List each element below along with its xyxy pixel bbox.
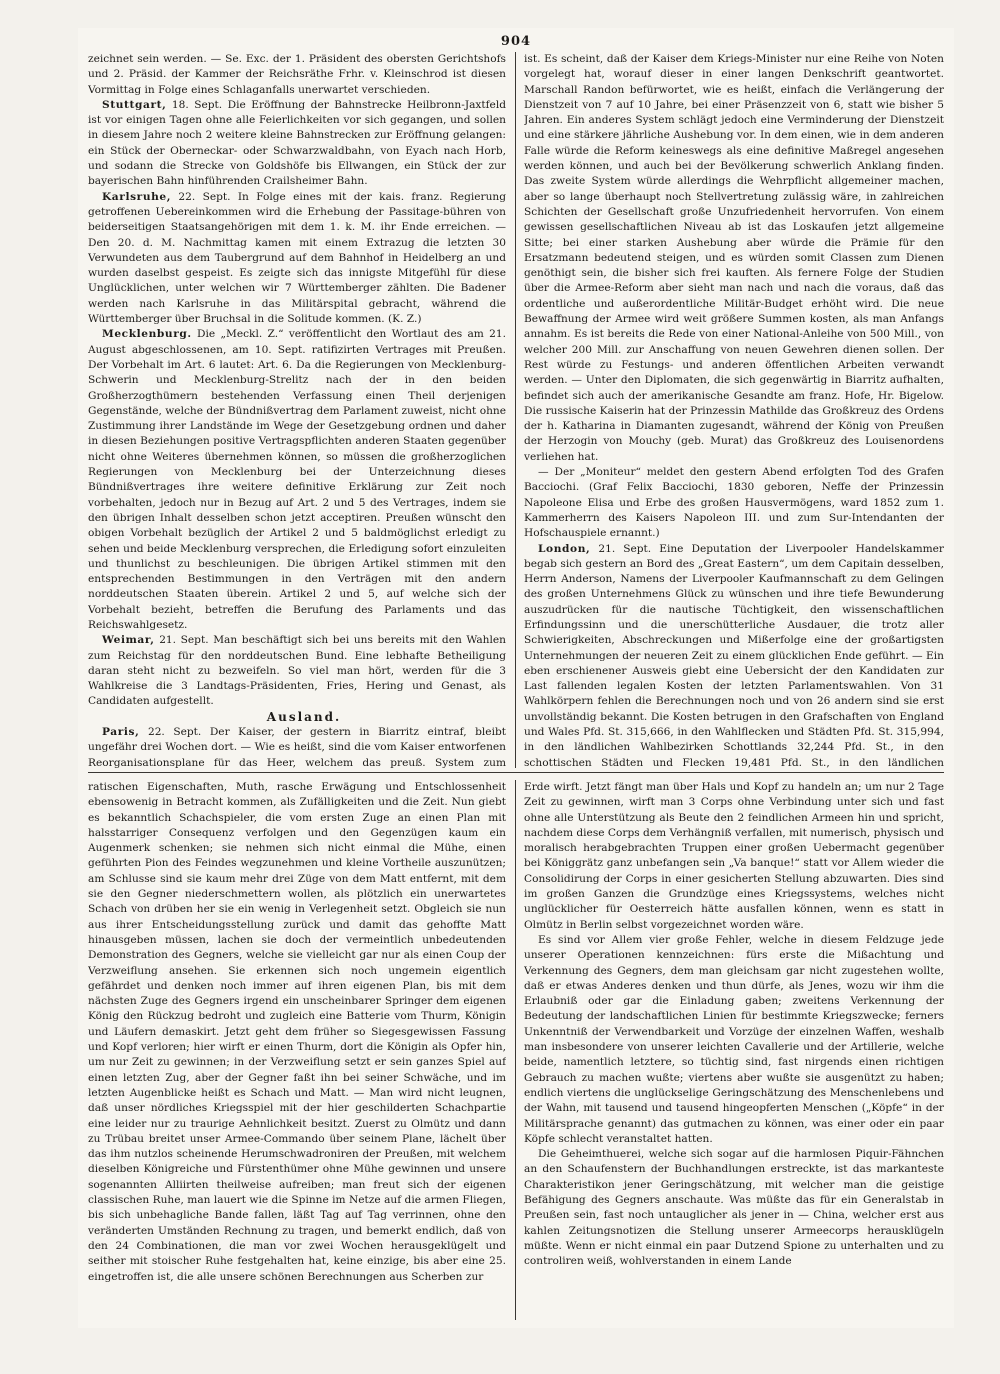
dateline-stuttgart: Stuttgart, (102, 98, 167, 111)
article-paris-continuation: ist. Es scheint, daß der Kaiser dem Kriegs-Minister nur eine Reihe von Noten vorgelegt hat, worauf dieser in einer langen Denkschrift geantwortet. Marschall Randon befürwortet, wie es heißt, einfach die Verlängerung der Dienstzeit von 7 auf 10 Jahre, bei einer Präsenzzeit von 6, statt wie bisher 5 Jahren. Ein anderes System schlägt jedoch eine Verminderung der Dienstzeit und eine stärkere jährliche Aushebung vor. In dem einen, wie in dem anderen Falle würde die Reform keineswegs als eine definitive Maßregel angesehen werden können, und auch bei der Bevölkerung schwerlich Anklang finden. Das zweite System würde allerdings die Wehrpflicht allgemeiner machen, aber so lange überhaupt noch Stellvertretung zulässig wäre, in zahlreichen Schichten der Gesellschaft große Unzufriedenheit hervorrufen. Von einem gewissen gesellschaftlichen Niveau ab ist das Loskaufen jetzt allgemeine Sitte; bei einer starken Aushebung aber würde die Prämie für den Ersatzmann bedeutend steigen, und es würden somit Classen zum Dienen genöthigt sein, die bisher sich frei kauften. Als fernere Folge der Studien über die Armee-Reform aber sieht man nach und nach die voraus, daß das ordentliche und außerordentliche Militär-Budget erhöht wird. Die neue Bewaffnung der Armee wird weit größere Summen kosten, als man Anfangs annahm. Es ist bereits die Rede von einer National-Anleihe von 500 Mill., von welcher 200 Mill. zur Anschaffung von neuen Gewehren dienen sollen. Der Rest würde zu Festungs- und anderen öffentlichen Arbeiten verwandt werden. — Unter den Diplomaten, die sich gegenwärtig in Biarritz aufhalten, befindet sich auch der amerikanische Gesandte am franz. Hofe, Hr. Bigelow. Die russische Kaiserin hat der Prinzessin Mathilde das Großkreuz des Ordens der h. Katharina in Diamanten zugesandt, während der König von Preußen der Herzogin von Mouchy (geb. Murat) das Großkreuz des Louisenordens verliehen hat. (524, 53, 944, 463)
column-bottom-left (88, 780, 506, 1320)
feuilleton-paragraph-1: Erde wirft. Jetzt fängt man über Hals und Kopf zu handeln an; um nur 2 Tage Zeit zu gewinnen, wirft man 3 Corps ohne Verbindung unter sich und fast ohne alle Unterstützung als Beute den 2 feindlichen Armeen hin und spricht, nachdem diese Corps dem Verhängniß verfallen, mit numerisch, physisch und moralisch herabgebrachten Truppen einer großen Uebermacht gegenüber bei Königgrätz ganz unbefangen sein „Va banque!“ statt vor Allem wieder die Consolidirung der Corps in einer gesicherten Stellung abzuwarten. Dies sind im großen Ganzen die Grundzüge eines Kriegssystems, welches nicht unglücklicher für Oesterreich hätte ausfallen können, wenn es statt in Olmütz in Berlin selbst vorgezeichnet worden wäre. (524, 781, 944, 931)
column-bottom-right (524, 780, 944, 1320)
section-heading-ausland: Ausland. (266, 709, 342, 724)
dateline-london: London, (538, 542, 591, 555)
article-moniteur: — Der „Moniteur“ meldet den gestern Abend erfolgten Tod des Grafen Bacciochi. (Graf Felix Bacciochi, 1830 geboren, Neffe der Prinzessin Napoleone Elisa und Erbe des großen Hausvermögens, ward 1852 zum 1. Kammerherrn des Kaisers Napoleon III. und zum Sur-Intendanten der Hofschauspiele ernannt.) (524, 466, 944, 540)
dateline-karlsruhe: Karlsruhe, (102, 190, 172, 203)
article-stuttgart (88, 98, 506, 190)
feuilleton-paragraph-3: Die Geheimthuerei, welche sich sogar auf die harmlosen Piquir-Fähnchen an den Schaufenstern der Buchhandlungen erstreckte, ist das markanteste Charakteristikon jener Geringschätzung, mit welcher man die geistige Befähigung des Gegners anschaute. Was müßte das für ein Generalstab in Preußen sein, fast noch untauglicher als jener in — China, welcher erst aus kahlen Zeitungsnotizen die Stellung unserer Armeecorps herausklügeln müßte. Wenn er nicht einmal ein paar Dutzend Spione zu unterhalten und zu controliren weiß, wohlverstanden in einem Lande (524, 1148, 944, 1268)
article-stuttgart-text: 18. Sept. Die Eröffnung der Bahnstrecke Heilbronn-Jaxtfeld ist vor einigen Tagen ohne alle Feierlichkeiten vor sich gegangen, und sollen in diesem Jahre noch 2 weitere kleine Bahnstrecken zur Eröffnung gelangen: ein Stück der Oberneckar- oder Schwarzwaldbahn, von Eyach nach Horb, und sodann die Strecke von Goldshöfe bis Ellwangen, ein Stück der zur bayerischen Bahn hinführenden Crailsheimer Bahn. (88, 98, 506, 188)
article-paris (88, 725, 506, 768)
article-munich-continuation: zeichnet sein werden. — Se. Exc. der 1. Präsident des obersten Gerichtshofs und 2. Präsid. der Kammer der Reichsräthe Frhr. v. Kleinschrod ist diesen Vormittag in Folge eines Schlaganfalls unerwartet verschieden. (88, 53, 506, 96)
dateline-weimar: Weimar, (102, 634, 155, 647)
page-number: 904 (500, 34, 532, 49)
article-karlsruhe-text: 22. Sept. In Folge eines mit der kais. franz. Regierung getroffenen Uebereinkommen wird die Erhebung der Passitage-bühren von beiderseitigen Staatsangehörigen mit dem 1. k. M. ihr Ende erreichen. — Den 20. d. M. Nachmittag kamen mit einem Extrazug die letzten 30 Verwundeten aus dem Taubergrund auf dem Bahnhof in Heidelberg an und wurden daselbst gespeist. Es zeigte sich das innigste Mitgefühl für diese Unglücklichen, unter welchen wir 7 Württemberger zählten. Die Badener werden nach Karlsruhe in das Militärspital gebracht, während die Württemberger über Bruchsal in die Solitude kommen. (K. Z.) (88, 190, 506, 326)
feuilleton-divider (88, 772, 944, 773)
article-london-text: 21. Sept. Eine Deputation der Liverpooler Handelskammer begab sich gestern an Bord des „Great Eastern“, um dem Capitain desselben, Herrn Anderson, Namens der Liverpooler Kaufmannschaft zu dem Gelingen des großen Unternehmens Glück zu wünschen und ihre tiefe Bewunderung auszudrücken für die nautische Tüchtigkeit, den wissenschaftlichen Erfindungssinn und die unerschütterliche Ausdauer, die trotz aller Schwierigkeiten, Abschreckungen und Mißerfolge eine der großartigsten Unternehmungen der neueren Zeit zu einem glücklichen Ende geführt. — Ein eben erschienener Ausweis giebt eine Uebersicht der den Kandidaten zur Last fallenden legalen Kosten der letzten Parlamentswahlen. Von 31 Wahlkörpern fehlen die Berechnungen noch und von 26 andern sind sie erst unvollständig bekannt. Die Kosten betrugen in den Grafschaften von England und Wales Pfd. St. 315,666, in den Wahlflecken und Städten Pfd. St. 315,994, in den ländlichen Wahlbezirken Schottlands 32,244 Pfd. St., in den schottischen Städten und Flecken 19,481 Pfd. St., in den ländlichen (524, 542, 944, 768)
article-karlsruhe (88, 190, 506, 328)
article-paris-text: 22. Sept. Der Kaiser, der gestern in Biarritz eintraf, bleibt ungefähr drei Wochen dort. — Wie es heißt, sind die vom Kaiser entworfenen Reorganisationsplane für das Heer, welchem das preuß. System zum (88, 726, 506, 768)
article-weimar-text: 21. Sept. Man beschäftigt sich bei uns bereits mit den Wahlen zum Reichstag für den norddeutschen Bund. Eine lebhafte Betheiligung daran steht nicht zu bezweifeln. So viel man hört, werden für die 3 Wahlkreise die 3 Landtags-Präsidenten, Fries, Hering und Genast, als Candidaten aufgestellt. (88, 634, 506, 708)
article-weimar (88, 633, 506, 709)
column-divider-top (515, 52, 516, 768)
article-london (524, 542, 944, 769)
column-divider-bottom (515, 780, 516, 1320)
article-mecklenburg (88, 327, 506, 633)
dateline-paris: Paris, (102, 726, 140, 739)
dateline-mecklenburg: Mecklenburg. (102, 328, 192, 341)
article-mecklenburg-text: Die „Meckl. Z.“ veröffentlicht den Wortlaut des am 21. August abgeschlossenen, am 10. Sept. ratifizirten Vertrages mit Preußen. Der Vorbehalt im Art. 6 lautet: Art. 6. Da die Regierungen von Mecklenburg-Schwerin und Mecklenburg-Strelitz nach der in den beiden Großherzogthümern bestehenden Verfassung einen Theil derjenigen Gegenstände, welche der Bündnißvertrag dem Parlament zuweist, nicht ohne Zustimmung ihrer Landstände im Wege der Gesetzgebung ordnen und daher in diesen Beziehungen positive Vertragspflichten anderen Staaten gegenüber nicht ohne Weiteres übernehmen können, so müssen die großherzoglichen Regierungen von Mecklenburg bei der Unterzeichnung dieses Bündnißvertrages ihre weitere definitive Erklärung zur Zeit noch vorbehalten, jedoch nur in Bezug auf Art. 2 und 5 des Vertrages, indem sie den übrigen Inhalt desselben schon jetzt acceptiren. Preußen wünscht den obigen Vorbehalt bezüglich der Artikel 2 und 5 baldmöglichst erledigt zu sehen und beide Mecklenburg versprechen, die Erledigung sofort einzuleiten und thunlichst zu beschleunigen. Die übrigen Artikel stimmen mit den entsprechenden Bestimmungen in den Verträgen mit den andern norddeutschen Staaten überein. Artikel 2 und 5, auf welche sich der Vorbehalt bezieht, betreffen die Berufung des Parlaments und das Reichswahlgesetz. (88, 328, 506, 631)
newspaper-page (78, 28, 954, 1328)
feuilleton-paragraph-2: Es sind vor Allem vier große Fehler, welche in diesem Feldzuge jede unserer Operationen kennzeichnen: fürs erste die Mißachtung und Verkennung des Gegners, dem man gleichsam gar nicht zugestehen wollte, daß er etwas Anderes denken und thun dürfe, als Jenes, wozu wir ihm die Erlaubniß oder gar die Einladung gaben; zweitens Verkennung der Bedeutung der landschaftlichen Linien für bestimmte Kriegszwecke; ferners Unkenntniß der Verwendbarkeit und Vorzüge der einzelnen Waffen, weshalb man insbesondere von unserer leichten Cavallerie und der Artillerie, welche beide, namentlich letztere, so tüchtig sind, fast nirgends einen richtigen Gebrauch zu machen wußte; viertens aber wußte sie ausgenützt zu haben; endlich viertens die unglückselige Geringschätzung des Menschenlebens und der Wahn, mit tausend und tausend hingeopferten Menschen („Köpfe“ in der Militärsprache genannt) das gutmachen zu können, was einer oder ein paar Köpfe schlecht veranstaltet hatten. (524, 933, 944, 1145)
column-top-left (88, 52, 506, 768)
column-top-right (524, 52, 944, 768)
feuilleton-text-left: ratischen Eigenschaften, Muth, rasche Erwägung und Entschlossenheit ebensowenig in Betracht kommen, als Zufälligkeiten und die Zeit. Nun giebt es bekanntlich Schachspieler, die vom ersten Zuge an einen Plan mit halsstarriger Consequenz verfolgen und den Gegenzügen kaum ein Augenmerk schenken; sie nehmen sich nicht einmal die Mühe, einen geführten Pion des Feindes wegzunehmen und kleine Vortheile auszunützen; am Schlusse sind sie kaum mehr drei Züge von dem Matt entfernt, mit dem sie den Gegner niederschmettern wollen, als plötzlich ein unerwartetes Schach von drüben her sie ein wenig in Verlegenheit setzt. Obgleich sie nun aus ihrer Entscheidungsstellung zurück und damit das gehoffte Matt hinausgeben müssen, lachen sie doch der vermeintlich unbedeutenden Demonstration des Gegners, welche sie vielleicht gar nur als einen Coup der Verzweiflung ansehen. Sie erkennen sich noch ungemein eigentlich gefährdet und denken noch immer auf ihren eigenen Plan, bis mit dem nächsten Zuge des Gegners irgend ein unscheinbarer Springer dem eigenen König den Rückzug bedroht und zugleich eine Batterie vom Thurm, Königin und Läufern demaskirt. Jetzt geht dem früher so Siegesgewissen Fassung und Kopf verloren; hier wirft er einen Thurm, dort die Königin als Opfer hin, um nur Zeit zu gewinnen; in der Verzweiflung setzt er sein ganzes Spiel auf einen letzten Zug, aber der Gegner faßt ihn bei seiner Schwäche, und im letzten Augenblicke heißt es Schach und Matt. — Man wird nicht leugnen, daß unser nördliches Kriegsspiel mit der hier geschilderten Schachpartie eine leider nur zu traurige Aehnlichkeit besitzt. Zuerst zu Olmütz und dann zu Trübau breitet unser Armee-Commando über seinem Plane, lächelt über das ihm nutzlos scheinende Herumschwadroniren der Preußen, mit welchem dieselben Königreiche und Fürstenthümer ohne Mühe gewinnen und unsere sogenannten Alliirten theilweise aufreiben; man freut sich der eigenen classischen Ruhe, man lauert wie die Spinne im Netze auf die armen Fliegen, bis sich unbehagliche Bande fallen, läßt Tag auf Tag verrinnen, ohne den veränderten Umständen Rechnung zu tragen, und bemerkt endlich, daß von den 24 Combinationen, die man vor zwei Wochen herausgeklügelt und seither mit stoischer Ruhe festgehalten hat, keine einzige, bis aber eine 25. eingetroffen ist, die alle unsere schönen Berechnungen aus Scherben zur (88, 781, 506, 1283)
